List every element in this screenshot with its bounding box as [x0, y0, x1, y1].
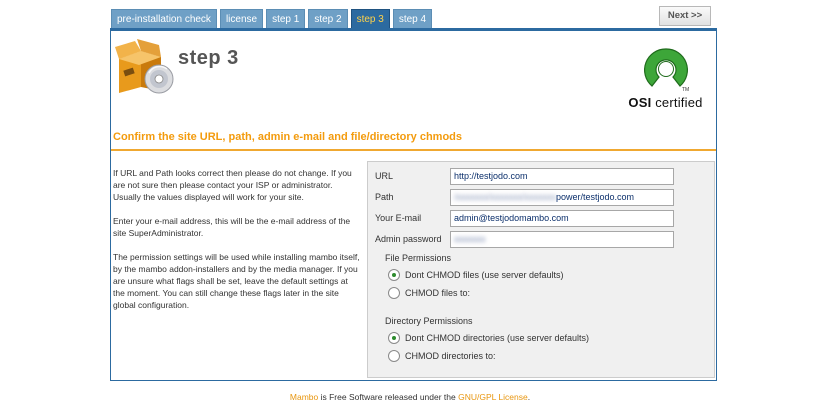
path-visible-part: power/testjodo.com [556, 192, 635, 202]
path-row [368, 189, 714, 207]
intro-paragraph-email: Enter your e-mail address, this will be the e-mail address of the site SuperAdministrator. [113, 216, 351, 238]
url-row [368, 168, 714, 186]
osi-certified-text: OSI certified [628, 95, 703, 110]
directory-permissions-title: Directory Permissions [385, 316, 473, 326]
file-default-radio[interactable] [388, 269, 400, 281]
file-default-label: Dont CHMOD files (use server defaults) [405, 270, 564, 280]
panel-header [111, 31, 716, 128]
dir-default-label: Dont CHMOD directories (use server defaults) [405, 333, 590, 343]
file-option-default[interactable] [388, 268, 564, 282]
osi-tm-text: TM [681, 87, 689, 93]
password-label: Admin password [375, 234, 442, 244]
tab-step-3[interactable]: step 3 [351, 9, 390, 28]
tab-step-1[interactable]: step 1 [266, 9, 305, 28]
tab-pre-installation-check[interactable]: pre-installation check [111, 9, 217, 28]
wizard-tabs [111, 9, 432, 28]
mambo-link[interactable]: Mambo [289, 392, 319, 402]
intro-paragraph-permissions: The permission settings will be used while installing mambo itself, by the mambo addon-installers and by the media manager. If you are unsure what flags shall be set, leave the default settings at the moment. You can still change these flags later in the site global configuration. [113, 252, 360, 310]
url-label: URL [375, 171, 394, 181]
dir-default-radio[interactable] [388, 332, 400, 344]
installer-panel [110, 28, 717, 381]
path-input[interactable] [450, 189, 674, 206]
file-chmod-radio[interactable] [388, 287, 400, 299]
dir-option-chmod[interactable] [388, 349, 496, 363]
dir-chmod-radio[interactable] [388, 350, 400, 362]
admin-password-input[interactable]: xxxxxxx [450, 231, 674, 248]
install-box-cd-icon [115, 37, 177, 95]
intro-paragraph-url: If URL and Path looks correct then please do not change. If you are not sure then please contact your ISP or administrator. Usually the values displayed will work for your site. [113, 168, 352, 202]
tab-license[interactable]: license [220, 9, 263, 28]
email-row [368, 210, 714, 228]
section-heading: Confirm the site URL, path, admin e-mail and file/directory chmods [113, 131, 462, 143]
settings-form [367, 161, 715, 378]
url-input[interactable]: http://testjodo.com [450, 168, 674, 185]
gpl-license-link[interactable]: GNU/GPL License [458, 392, 528, 402]
dir-option-default[interactable] [388, 331, 589, 345]
footer-end: . [527, 392, 531, 402]
osi-keyhole-logo [642, 47, 690, 93]
file-option-chmod[interactable] [388, 286, 470, 300]
tab-step-4[interactable]: step 4 [393, 9, 432, 28]
footer [0, 392, 820, 402]
dir-chmod-label: CHMOD directories to: [405, 351, 496, 361]
path-label: Path [375, 192, 394, 202]
heading-divider [111, 149, 716, 151]
osi-certified-logo [618, 47, 713, 113]
file-chmod-label: CHMOD files to: [405, 288, 471, 298]
path-blurred-part: /xxxxxxx/xxxxxxx/xxxxxxx [454, 192, 557, 202]
tab-step-2[interactable]: step 2 [308, 9, 347, 28]
password-row [368, 231, 714, 249]
email-input[interactable]: admin@testjodomambo.com [450, 210, 674, 227]
email-label: Your E-mail [375, 213, 422, 223]
file-permissions-title: File Permissions [385, 253, 452, 263]
footer-text: is Free Software released under the [318, 392, 459, 402]
next-button[interactable]: Next >> [659, 6, 711, 26]
intro-text [113, 167, 361, 323]
page-title: step 3 [178, 47, 239, 69]
